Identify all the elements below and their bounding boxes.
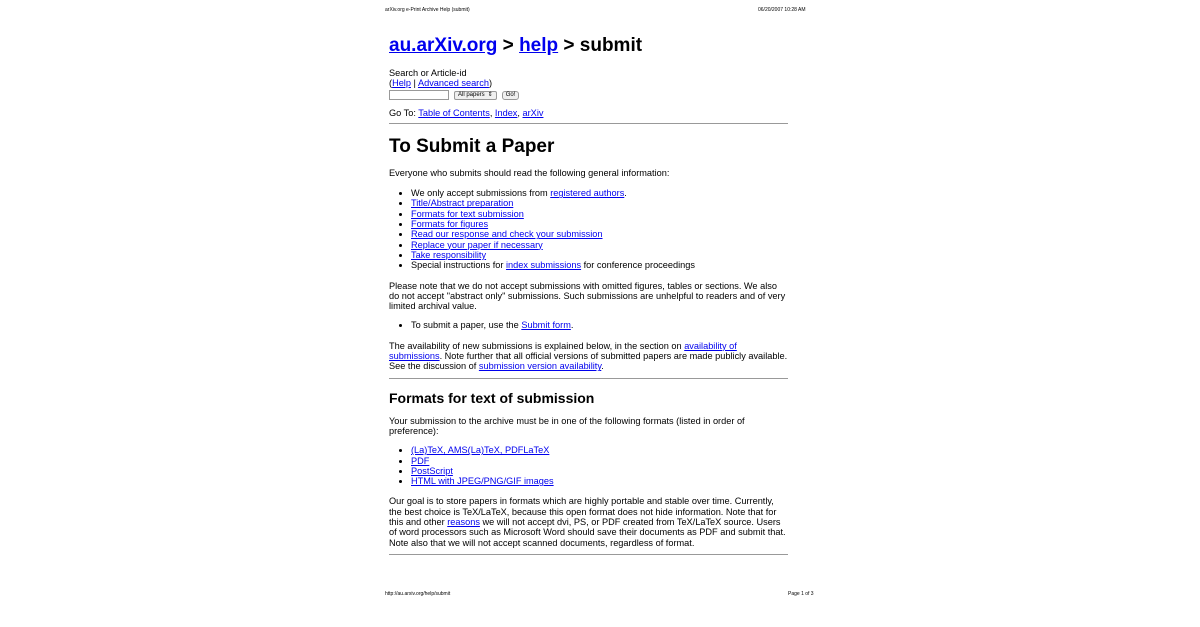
availability-paragraph (389, 341, 789, 372)
paragraph-text: The availability of new submissions is explained below, in the section on (389, 340, 685, 351)
goto-nav (389, 108, 789, 118)
list-item (411, 260, 789, 270)
breadcrumb (389, 34, 789, 58)
postscript-format-link[interactable]: PostScript (411, 465, 453, 476)
arxiv-link[interactable]: arXiv (522, 107, 544, 118)
print-footer-url: http://au.arxiv.org/help/submit (385, 591, 451, 597)
print-header-title: arXiv.org e-Print Archive Help (submit) (385, 7, 470, 13)
replace-paper-link[interactable]: Replace your paper if necessary (411, 239, 543, 250)
list-item (411, 209, 789, 219)
divider (389, 378, 788, 379)
intro-text: Everyone who submits should read the following general information: (389, 167, 670, 178)
list-text: To submit a paper, use the (411, 320, 522, 331)
list-item (411, 320, 789, 330)
pdf-format-link[interactable]: PDF (411, 455, 430, 466)
response-check-link[interactable]: Read our response and check your submission (411, 229, 603, 240)
print-footer-page: Page 1 of 3 (788, 591, 814, 597)
list-item (411, 219, 789, 229)
archive-select-value: All papers (458, 91, 485, 98)
list-item (411, 250, 789, 260)
paragraph-text: . Note further that all official versions of submitted papers are made publicly available. See the discussion of (389, 351, 788, 372)
latex-format-link[interactable]: (La)TeX, AMS(La)TeX, PDFLaTeX (411, 445, 550, 456)
availability-link[interactable]: availability of submissions (389, 340, 737, 362)
goal-paragraph (389, 496, 789, 547)
list-text: . (624, 188, 627, 199)
list-item (411, 229, 789, 239)
formats-list (389, 445, 789, 486)
search-input[interactable] (389, 90, 449, 100)
goto-label: Go To: (389, 107, 419, 118)
archive-select[interactable] (454, 91, 497, 100)
search-help-links (389, 78, 789, 88)
search-label: Search or Article-id (389, 68, 467, 78)
breadcrumb-help-link[interactable]: help (519, 35, 559, 56)
list-text: . (570, 320, 574, 331)
index-link[interactable]: Index (494, 107, 518, 118)
breadcrumb-current: submit (579, 35, 643, 56)
list-text: for conference proceedings (581, 260, 695, 271)
comma: , (517, 107, 523, 118)
breadcrumb-home-link[interactable]: au.arXiv.org (389, 35, 498, 56)
pipe-separator: | (410, 78, 418, 89)
list-item (411, 456, 789, 466)
text-formats-link[interactable]: Formats for text submission (411, 208, 524, 219)
version-availability-link[interactable]: submission version availability (478, 361, 602, 372)
select-arrows-icon: ⇕ (487, 91, 493, 98)
list-item (411, 198, 789, 208)
list-text: We only accept submissions from (411, 188, 551, 199)
comma: , (489, 107, 495, 118)
paren: ) (488, 78, 493, 89)
list-item (411, 188, 789, 198)
figure-formats-link[interactable]: Formats for figures (411, 219, 489, 230)
search-controls (389, 89, 789, 102)
divider (389, 123, 788, 124)
breadcrumb-separator: > (558, 35, 580, 56)
search-help-link[interactable]: Help (392, 78, 411, 89)
section-title: Formats for text of submission (389, 389, 595, 406)
general-info-list (389, 188, 789, 270)
submit-form-link[interactable]: Submit form (521, 320, 571, 331)
divider (389, 554, 788, 555)
paren: ( (389, 78, 393, 89)
search-form (389, 68, 789, 102)
paragraph-text: we will not accept dvi, PS, or PDF created from TeX/LaTeX source. Users of word processors such as Microsoft Word should save their documents as PDF and submit that. Note also that we will not accept scanned documents, regardless of format. (389, 517, 786, 548)
submit-list (389, 320, 789, 330)
index-submissions-link[interactable]: index submissions (505, 260, 582, 271)
html-format-link[interactable]: HTML with JPEG/PNG/GIF images (411, 476, 554, 487)
title-abstract-link[interactable]: Title/Abstract preparation (411, 198, 514, 209)
list-item (411, 466, 789, 476)
breadcrumb-separator: > (497, 35, 520, 56)
note-paragraph: Please note that we do not accept submissions with omitted figures, tables or sections. We also do not accept "abstract only" submissions. Such submissions are unhelpful to readers and of very limited archival value. (389, 280, 786, 312)
page-content (389, 34, 789, 555)
reasons-link[interactable]: reasons (447, 517, 480, 528)
list-text: Special instructions for (411, 260, 506, 271)
paragraph-text: Our goal is to store papers in formats which are highly portable and stable over time. Currently, the best choice is TeX/LaTeX, because this open format does not hide information. Note that for this and other (389, 496, 777, 528)
toc-link[interactable]: Table of Contents (418, 107, 490, 118)
list-item (411, 445, 789, 455)
print-header-date: 06/20/2007 10:28 AM (758, 7, 806, 13)
responsibility-link[interactable]: Take responsibility (411, 249, 487, 260)
paragraph-text: . (601, 361, 604, 372)
list-item (411, 240, 789, 250)
go-button[interactable]: Go! (502, 91, 520, 100)
advanced-search-link[interactable]: Advanced search (417, 78, 489, 89)
list-item (411, 476, 789, 486)
page-title: To Submit a Paper (389, 135, 555, 157)
formats-intro: Your submission to the archive must be in one of the following formats (listed in order of preference): (389, 415, 745, 436)
registered-authors-link[interactable]: registered authors (550, 188, 625, 199)
